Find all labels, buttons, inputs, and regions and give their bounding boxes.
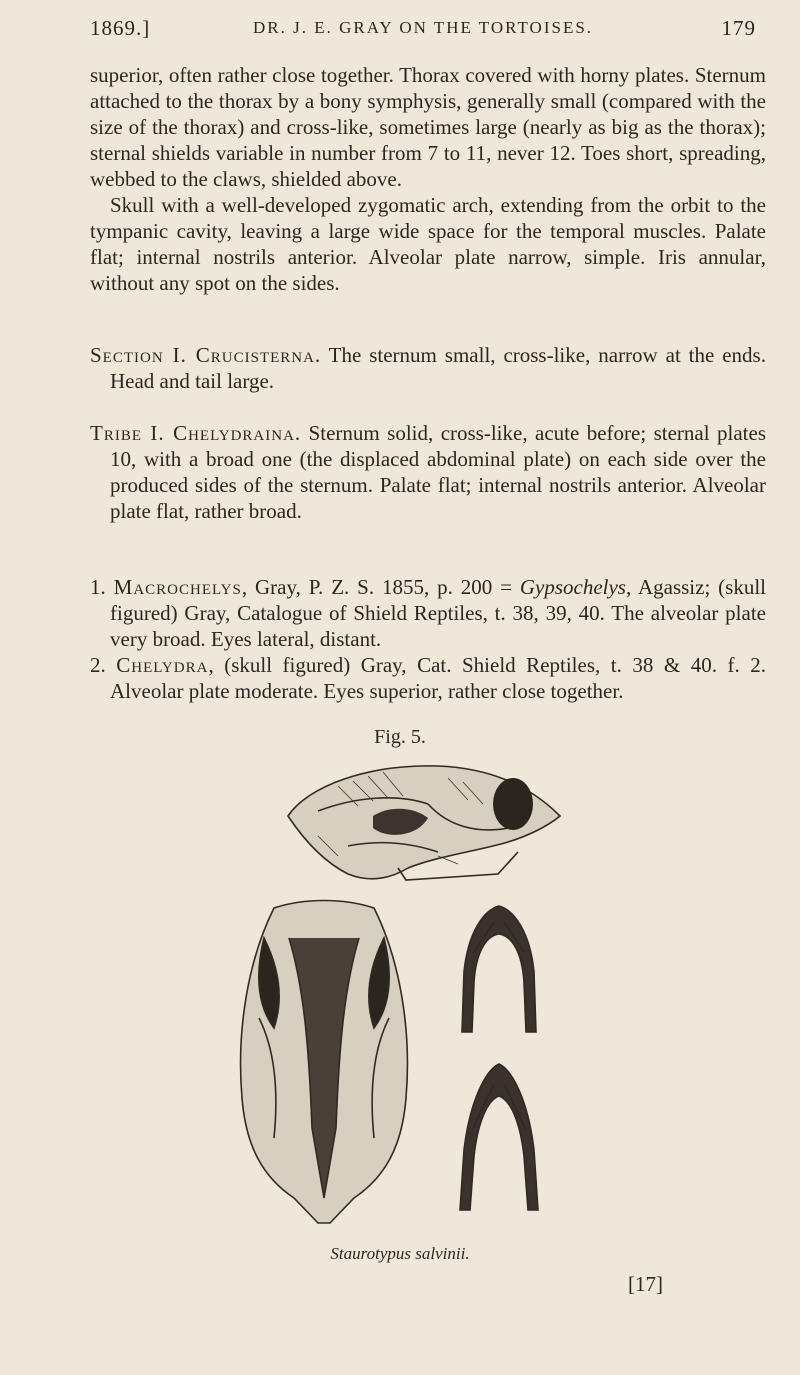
section-one-paragraph [90,342,766,394]
running-header [90,16,756,46]
tribe-one-paragraph [90,420,766,524]
header-page-number: 179 [721,16,756,40]
header-year: 1869.] [90,16,151,40]
skull-ventral-illustration [234,898,414,1228]
item-1-genus: Macrochelys [113,575,242,599]
tribe-heading: Tribe I. Chelydraina. [90,421,302,445]
genus-item-1: 1. Macrochelys, Gray, P. Z. S. 1855, p. 200 = Gypsochelys, Agassiz; (skull figured) Gray, Catalogue of Shield Reptiles, t. 38, 39, 40. The alveolar plate very broad. Eyes lateral, distant. [90,575,766,651]
upper-jaw-illustration [454,902,544,1042]
figure-caption: Staurotypus salvinii. [330,1244,470,1263]
body-paragraph-1: superior, often rather close together. Thorax covered with horny plates. Sternum attached to the thorax by a bony symphysis, generally small (compared with the size of the thorax) and cross-like, sometimes large (nearly as big as the thorax); sternal shields variable in number from 7 to 11, never 12. Toes short, spreading, webbed to the claws, shielded above. [90,63,766,191]
skull-lateral-illustration [278,756,568,886]
body-paragraph-2: Skull with a well-developed zygomatic arch, extending from the orbit to the tympanic cavity, leaving a large wide space for the temporal muscles. Palate flat; internal nostrils anterior. Alveolar plate narrow, simple. Iris annular, without any spot on the sides. [90,193,766,295]
lower-jaw-illustration [454,1060,544,1220]
section-text: The sternum small, cross-like, narrow at the ends. Head and tail large. [110,343,766,393]
item-2-number: 2. [90,653,117,677]
item-1-number: 1. [90,575,114,599]
section-heading: Section I. Crucisterna. [90,343,322,367]
item-1-synonym: Gypsochelys [519,575,626,599]
header-title: DR. J. E. GRAY ON THE TORTOISES. [252,18,594,37]
item-2-genus: Chelydra [116,653,209,677]
genus-item-2: 2. Chelydra, (skull figured) Gray, Cat. Shield Reptiles, t. 38 & 40. f. 2. Alveolar plate moderate. Eyes superior, rather close together. [90,653,766,703]
figure-label: Fig. 5. [374,726,426,748]
orbit [493,778,533,830]
tribe-text: Sternum solid, cross-like, acute before; sternal plates 10, with a broad one (the displaced abdominal plate) on each side over the produced sides of the sternum. Palate flat; internal nostrils anterior. Alveolar plate flat, rather broad. [110,421,766,523]
plate-mark: [17] [628,1272,663,1296]
